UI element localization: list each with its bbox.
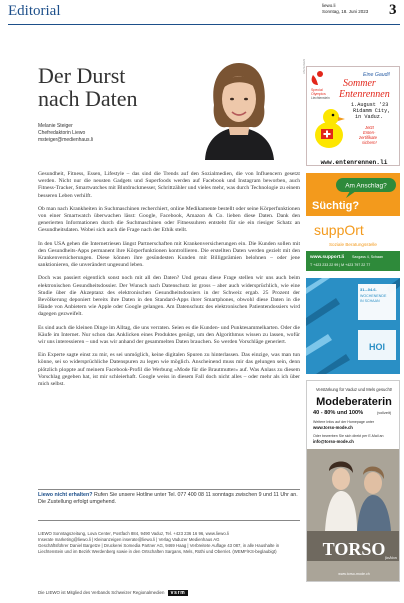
delivery-hotline-box xyxy=(38,492,300,506)
ad-address: Saxgass 4, Schaan xyxy=(352,255,383,259)
logo-text: Liechtenstein xyxy=(311,96,330,100)
article-paragraph: Ein Experte sagte einst zu mir, es sei unmöglich, keine digitalen Spuren zu hinterlassen. Das einzige, was man tun könne, sei so widersprüchliche Datenspuren zu legen wie möglich. Anscheinend muss mir das gelungen sein, denn plötzlich ploppte auf meinem Facebook-Profil die Werbung «Mode für die Brautmutter» auf. Was Anlass zu diesem Vorschlag gegeben hat, ist mir schleierhaft. Google weiss in diesem Fall doch nicht alles – oder mehr als ich über mich selbst. xyxy=(38,352,300,388)
author-email[interactable]: msteiger@medienhaus.li xyxy=(38,137,94,143)
ad-date: 31.–04.6. xyxy=(360,287,377,292)
article-paragraph: Ob man nach Krankheiten in Suchmaschinen recherchiert, online Medikamente bestellt oder seine Körperfunktionen von einer Smartwatch überwachen lässt: Google, Facebook, Amazon & Co. lieben diese Daten. Dank den generierten Informationen durch die Suchmaschinen oder Fitnessuhren entsteht für sie ein riesiger Schatz an Gesundheitsdaten. Wobei sich auch die Frage nach der Ethik stellt. xyxy=(38,205,300,234)
ad-event-art xyxy=(306,278,400,374)
ad-url: www.support.li xyxy=(310,255,345,260)
imprint xyxy=(38,531,300,555)
membership-note xyxy=(38,590,300,596)
divider xyxy=(38,489,300,490)
ad-cta: zertifikate xyxy=(359,135,377,140)
ad-date: 1.August '23 xyxy=(351,102,389,108)
ad-title: Modeberaterin xyxy=(316,396,392,408)
article-paragraph: Doch was passiert eigentlich sonst noch mit all den Daten? Und genau diese Frage stellen wir uns auch beim elektronischen Gesundheitsdossier. Der Wunsch nach Datenschutz ist gross – aber auch widersprüchlich, wie eine Studie über die Akzeptanz des elektronischen Gesundheitsdossiers in der Schweiz ergab. 25 Prozent der Bevölkerung deponiert bereits ihre Daten in den Standard-Apps ihrer Smartphones, obwohl diese Daten in die Hände von Anbietern wie Apple oder Google gelangen. Am Datenschutz des elektronischen Patientendossiers wird dagegen gezweifelt. xyxy=(38,275,300,318)
ad-info: Oder bewerben Sie sich direkt per E-Mail an xyxy=(313,434,384,438)
author-info xyxy=(38,123,93,144)
ad-slogan: Eine Gaudi! xyxy=(363,72,391,78)
imprint-line: Inserate marketing@liewo.li | Kleinanzeigen inserate@liewo.li | Verlag Vaduzer Medienhaus AG xyxy=(38,537,220,543)
divider xyxy=(38,520,300,521)
ad-event-schaan[interactable] xyxy=(306,278,400,374)
article-body xyxy=(38,171,300,394)
article-paragraph: Gesundheit, Fitness, Essen, Lifestyle – das sind die Trends auf den Sozialmedien, die von Influencern gesetzt werden. Nicht nur die neusten Gadgets und Superfoods werden auf Facebook und Instagram beworben, auch Fitness-Tracker, Smartwatches mit Blutdruckmesser, Schrittzähler und vieles mehr, was durch Technologie zu einem besseren Leben verhilft. xyxy=(38,171,300,199)
author-portrait xyxy=(180,57,297,160)
headline-line: nach Daten xyxy=(38,86,138,111)
ad-title: Entenrennen xyxy=(339,89,390,100)
header-rule xyxy=(8,24,400,25)
page-header xyxy=(0,0,404,24)
vsrm-logo: vsrm xyxy=(168,590,189,596)
ad-header: Verstärkung für Vaduz und Mels gesucht! xyxy=(315,387,393,392)
author-name: Melanie Steiger xyxy=(38,123,73,129)
ad-cta: Enten- xyxy=(363,130,376,135)
page-number: 3 xyxy=(389,2,397,18)
ad-brand: suppOrt xyxy=(314,222,364,238)
brand-url: liewo.li xyxy=(322,3,336,8)
ad-support-art xyxy=(306,173,400,271)
hotline-lead: Liewo nicht erhalten? xyxy=(38,492,93,498)
imprint-line: LIEWO Sonntagszeitung, Lova Center, Postfach 884, 9490 Vaduz, Tel. +423 236 16 96, www.liewo.li xyxy=(38,531,229,536)
article-paragraph: Es sind auch die kleinen Dinge im Alltag, die uns verraten. Seien es die Kunden- und Punktesammelkarten. Oder die Käufe im Internet. Nur schon das Anklicken eines Produktes genügt, um den Algorithmus wissen zu lassen, wofür wir uns interessieren – und was wir anhand der gesammelten Daten brauchen. So werden Vorschläge generiert. xyxy=(38,324,300,346)
ad-date: Ridamm City, xyxy=(353,108,391,114)
ad-cta: Jetzt xyxy=(365,125,374,130)
ad-title: Sommer xyxy=(343,78,376,89)
hotline-text: Rufen Sie unsere Hotline unter Tel. 077 400 08 11 sonntags zwischen 9 und 11 Uhr an. Die Zustellung erfolgt umgehend. xyxy=(38,492,298,505)
ad-brand: TORSO xyxy=(322,539,386,559)
ad-percent-note: (vollzeit) xyxy=(377,411,392,415)
ad-info: Weitere Infos auf der Homepage unter xyxy=(313,420,375,424)
ad-question: Süchtig? xyxy=(312,200,360,212)
imprint-line: Geschäftsführer Daniel Bargetze | Druckerei Somedia Partner AG, 9469 Haag | Verbreitete Auflage 43 087, in alle Haushalte in Liechtenstein und im Bezirk Werdenberg sowie in den Ortschaften Sargans, Mels, Rüthi und Oberriet. (WEMF/KS-beglaubigt) xyxy=(38,543,280,555)
ad-support[interactable] xyxy=(306,173,400,271)
ad-text: HOI xyxy=(368,342,386,352)
ad-link: info@torso-mode.ch xyxy=(313,439,354,444)
ad-url: www.torso-mode.ch xyxy=(338,572,370,576)
ad-torso-art xyxy=(307,381,400,582)
ads-label: ANZEIGEN xyxy=(302,58,306,74)
membership-text: Die LIEWO ist Mitglied des Verbands Schweizer Regionalmedien xyxy=(38,590,165,595)
ad-entenrennen-art xyxy=(307,67,400,166)
article-headline xyxy=(38,64,198,110)
ad-text: WOCHENENDE xyxy=(360,294,387,298)
special-olympics-logo-head xyxy=(317,71,323,77)
ad-tagline: Soziale Beratungsstelle xyxy=(328,242,378,247)
ad-text: IN SCHAAN xyxy=(360,299,380,303)
ad-brand-tag: fashion xyxy=(385,555,397,560)
article-paragraph: In den USA gehen die Internetriesen längst Partnerschaften mit Krankenversicherungen ein. Die Kunden sollen mit den Gesundheits-Apps permanent ihre Körperfunktionen kontrollieren. Die erstellten Daten werden gezielt mit den Krankenversicherungen. Diese können ihre gesündesten Kunden mit Billigprämien belohnen – oder jene sanktionieren, die unverändert ungesund leben. xyxy=(38,240,300,269)
logo-text: Special xyxy=(311,88,323,92)
section-title: Editorial xyxy=(8,3,61,19)
author-role: Chefredaktorin Liewo xyxy=(38,130,86,136)
ad-cta: sichern! xyxy=(362,140,377,145)
ad-url: www.entenrennen.li xyxy=(320,159,388,166)
ad-link: www.torso-mode.ch xyxy=(313,425,353,430)
ad-date: in Vaduz. xyxy=(355,114,384,120)
ad-percent: 40 - 80% und 100% xyxy=(313,410,364,416)
ad-torso[interactable] xyxy=(306,380,400,582)
headline-line: Der Durst xyxy=(38,63,126,88)
logo-text: Olympics xyxy=(311,92,326,96)
ad-phone: T +423 233 22 99 | M +423 797 22 77 xyxy=(310,263,371,267)
ad-bubble-text: Am Anschlag? xyxy=(345,182,387,190)
issue-date: Sonntag, 18. Juni 2023 xyxy=(322,9,369,14)
ad-entenrennen[interactable] xyxy=(306,66,400,166)
